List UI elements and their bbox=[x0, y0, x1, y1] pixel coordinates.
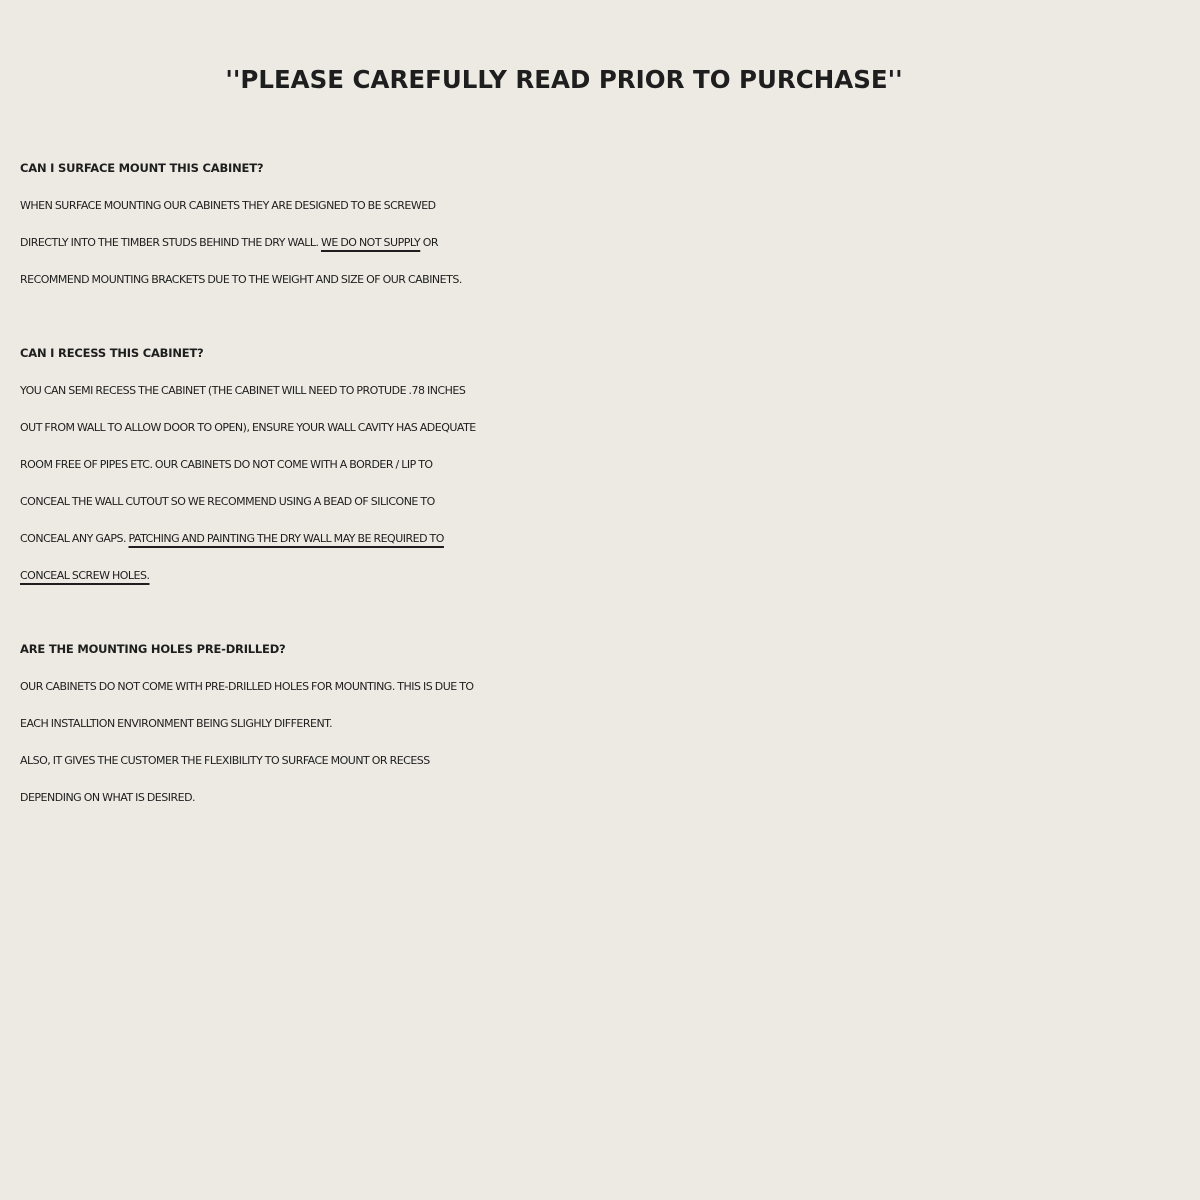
section-heading: CAN I SURFACE MOUNT THIS CABINET? bbox=[20, 161, 264, 175]
body-line: ALSO, IT GIVES THE CUSTOMER THE FLEXIBILITY TO SURFACE MOUNT OR RECESS bbox=[20, 754, 430, 767]
body-text: CONCEAL ANY GAPS. bbox=[20, 532, 129, 545]
body-line: WHEN SURFACE MOUNTING OUR CABINETS THEY ARE DESIGNED TO BE SCREWED bbox=[20, 199, 436, 212]
section-heading: ARE THE MOUNTING HOLES PRE-DRILLED? bbox=[20, 642, 286, 656]
body-line bbox=[20, 520, 1200, 557]
body-line bbox=[20, 557, 1200, 594]
body-line: OUT FROM WALL TO ALLOW DOOR TO OPEN), ENSURE YOUR WALL CAVITY HAS ADEQUATE bbox=[20, 421, 476, 434]
body-line: EACH INSTALLTION ENVIRONMENT BEING SLIGHLY DIFFERENT. bbox=[20, 717, 333, 730]
body-text: DIRECTLY INTO THE TIMBER STUDS BEHIND THE DRY WALL. bbox=[20, 236, 321, 249]
notice-title: ''PLEASE CAREFULLY READ PRIOR TO PURCHASE'' bbox=[225, 65, 903, 94]
body-text: OR bbox=[420, 236, 439, 249]
underlined-text: WE DO NOT SUPPLY bbox=[321, 236, 421, 249]
underlined-text: CONCEAL SCREW HOLES. bbox=[20, 569, 150, 582]
body-line: RECOMMEND MOUNTING BRACKETS DUE TO THE WEIGHT AND SIZE OF OUR CABINETS. bbox=[20, 273, 462, 286]
body-line: ROOM FREE OF PIPES ETC. OUR CABINETS DO NOT COME WITH A BORDER / LIP TO bbox=[20, 458, 433, 471]
section-pre-drilled-holes bbox=[20, 631, 1200, 816]
body-line: CONCEAL THE WALL CUTOUT SO WE RECOMMEND USING A BEAD OF SILICONE TO bbox=[20, 495, 435, 508]
body-line: OUR CABINETS DO NOT COME WITH PRE-DRILLED HOLES FOR MOUNTING. THIS IS DUE TO bbox=[20, 680, 474, 693]
section-recess bbox=[20, 335, 1200, 594]
body-line: DEPENDING ON WHAT IS DESIRED. bbox=[20, 791, 196, 804]
body-line: YOU CAN SEMI RECESS THE CABINET (THE CABINET WILL NEED TO PROTUDE .78 INCHES bbox=[20, 384, 466, 397]
underlined-text: PATCHING AND PAINTING THE DRY WALL MAY BE REQUIRED TO bbox=[128, 532, 444, 545]
body-line bbox=[20, 224, 1200, 261]
section-surface-mount bbox=[20, 150, 1200, 298]
section-heading: CAN I RECESS THIS CABINET? bbox=[20, 346, 204, 360]
